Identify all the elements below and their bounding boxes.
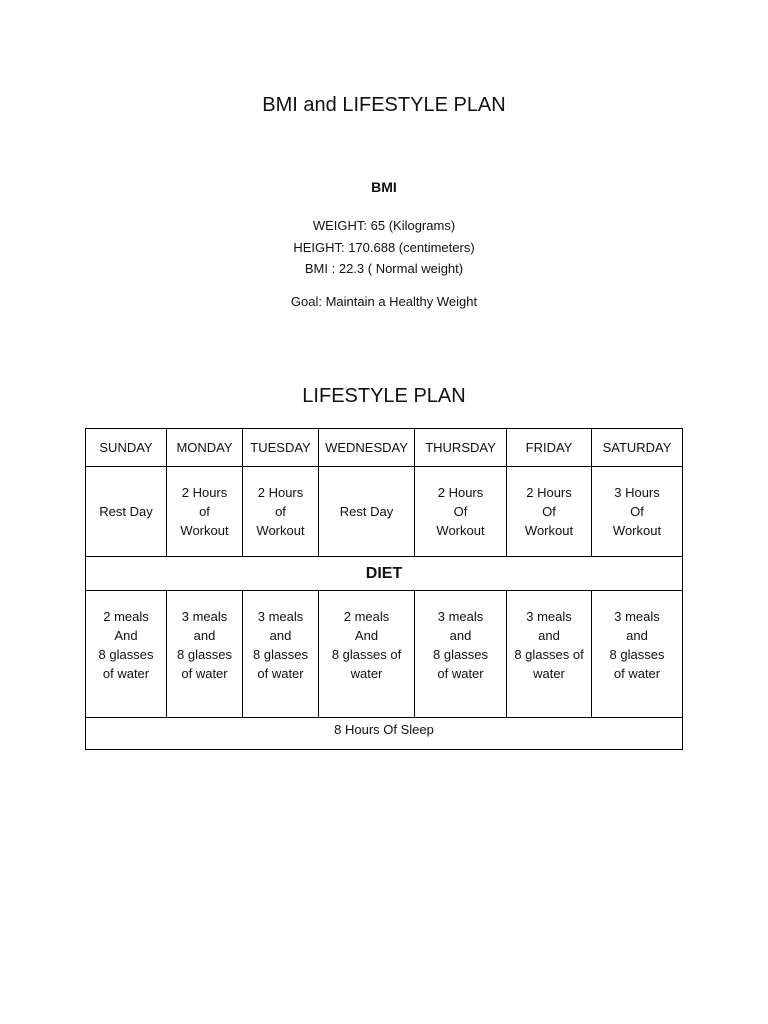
day-header-cell: MONDAY <box>167 429 243 467</box>
diet-heading: DIET <box>86 557 683 591</box>
day-header-cell: SATURDAY <box>592 429 683 467</box>
meals-cell-line: of water <box>102 666 150 681</box>
workout-cell-line: Workout <box>436 523 485 538</box>
meals-cell-line: and <box>269 628 292 643</box>
meals-cell-line: and <box>193 628 216 643</box>
meals-cell-line: 8 glasses <box>253 647 308 662</box>
weight-text: WEIGHT: 65 (Kilograms) <box>312 218 456 233</box>
meals-cell-line: of water <box>257 666 304 681</box>
meals-cell <box>415 591 507 718</box>
workout-cell-line: Of <box>630 504 644 519</box>
meals-cell-line: 8 glasses of <box>331 647 402 662</box>
workout-cell-line: 2 Hours <box>181 485 228 500</box>
meals-cell-line: 8 glasses of <box>514 647 584 662</box>
workout-cell-line: Workout <box>524 523 574 538</box>
meals-cell-line: 3 meals <box>181 609 228 624</box>
meals-cell-line: 2 meals <box>343 609 390 624</box>
workout-cell <box>167 467 243 557</box>
sleep-text: 8 Hours Of Sleep <box>86 718 683 750</box>
day-header-cell: THURSDAY <box>415 429 507 467</box>
workout-cell-line: Workout <box>256 523 305 538</box>
meals-cell <box>592 591 683 718</box>
day-header-row <box>86 429 683 467</box>
workout-cell-line: Of <box>542 504 556 519</box>
height-text: HEIGHT: 170.688 (centimeters) <box>293 239 475 255</box>
workout-cell-line: of <box>199 504 210 519</box>
meals-cell-line: And <box>354 628 379 643</box>
meals-cell-line: 2 meals <box>103 609 149 624</box>
lifestyle-plan-table <box>85 428 683 750</box>
workout-cell-line: Of <box>453 504 468 519</box>
bmi-details <box>0 215 768 280</box>
meals-row <box>86 591 683 718</box>
workout-cell-line: 2 Hours <box>437 485 484 500</box>
meals-cell-line: of water <box>181 666 228 681</box>
meals-cell <box>86 591 167 718</box>
meals-cell-line: of water <box>613 666 661 681</box>
meals-cell <box>319 591 415 718</box>
workout-row <box>86 467 683 557</box>
meals-cell <box>167 591 243 718</box>
lifestyle-plan-heading: LIFESTYLE PLAN <box>302 385 466 407</box>
day-header-cell: WEDNESDAY <box>319 429 415 467</box>
workout-cell-line: 2 Hours <box>526 485 572 500</box>
meals-cell-line: and <box>538 628 560 643</box>
day-header-cell: SUNDAY <box>86 429 167 467</box>
meals-cell-line: 3 meals <box>526 609 572 624</box>
workout-cell-line: Workout <box>180 523 229 538</box>
workout-cell <box>86 467 167 557</box>
workout-cell <box>592 467 683 557</box>
workout-cell <box>415 467 507 557</box>
meals-cell-line: 8 glasses <box>177 647 232 662</box>
bmi-heading: BMI <box>371 179 397 195</box>
workout-cell <box>319 467 415 557</box>
document-title: BMI and LIFESTYLE PLAN <box>262 94 506 116</box>
workout-cell-line: 2 Hours <box>257 485 304 500</box>
workout-cell <box>243 467 319 557</box>
day-header-cell: FRIDAY <box>507 429 592 467</box>
meals-cell <box>243 591 319 718</box>
sleep-row <box>86 718 683 750</box>
meals-cell-line: 8 glasses <box>433 647 488 662</box>
meals-cell-line: and <box>626 628 648 643</box>
workout-cell-line: Rest Day <box>339 504 394 519</box>
meals-cell-line: of water <box>437 666 484 681</box>
day-header-cell: TUESDAY <box>243 429 319 467</box>
diet-heading-row <box>86 557 683 591</box>
workout-cell-line: 3 Hours <box>614 485 660 500</box>
meals-cell-line: water <box>350 666 383 681</box>
meals-cell-line: water <box>533 666 565 681</box>
meals-cell-line: 8 glasses <box>609 647 665 662</box>
workout-cell-line: Rest Day <box>99 504 153 519</box>
meals-cell-line: 3 meals <box>614 609 660 624</box>
meals-cell-line: 8 glasses <box>98 647 154 662</box>
meals-cell-line: And <box>114 628 138 643</box>
meals-cell-line: and <box>449 628 472 643</box>
workout-cell <box>507 467 592 557</box>
workout-cell-line: of <box>275 504 286 519</box>
goal-text: Goal: Maintain a Healthy Weight <box>290 294 478 309</box>
meals-cell <box>507 591 592 718</box>
meals-cell-line: 3 meals <box>437 609 484 624</box>
meals-cell-line: 3 meals <box>257 609 304 624</box>
bmi-value-text: BMI : 22.3 ( Normal weight) <box>304 261 464 276</box>
workout-cell-line: Workout <box>612 523 662 538</box>
